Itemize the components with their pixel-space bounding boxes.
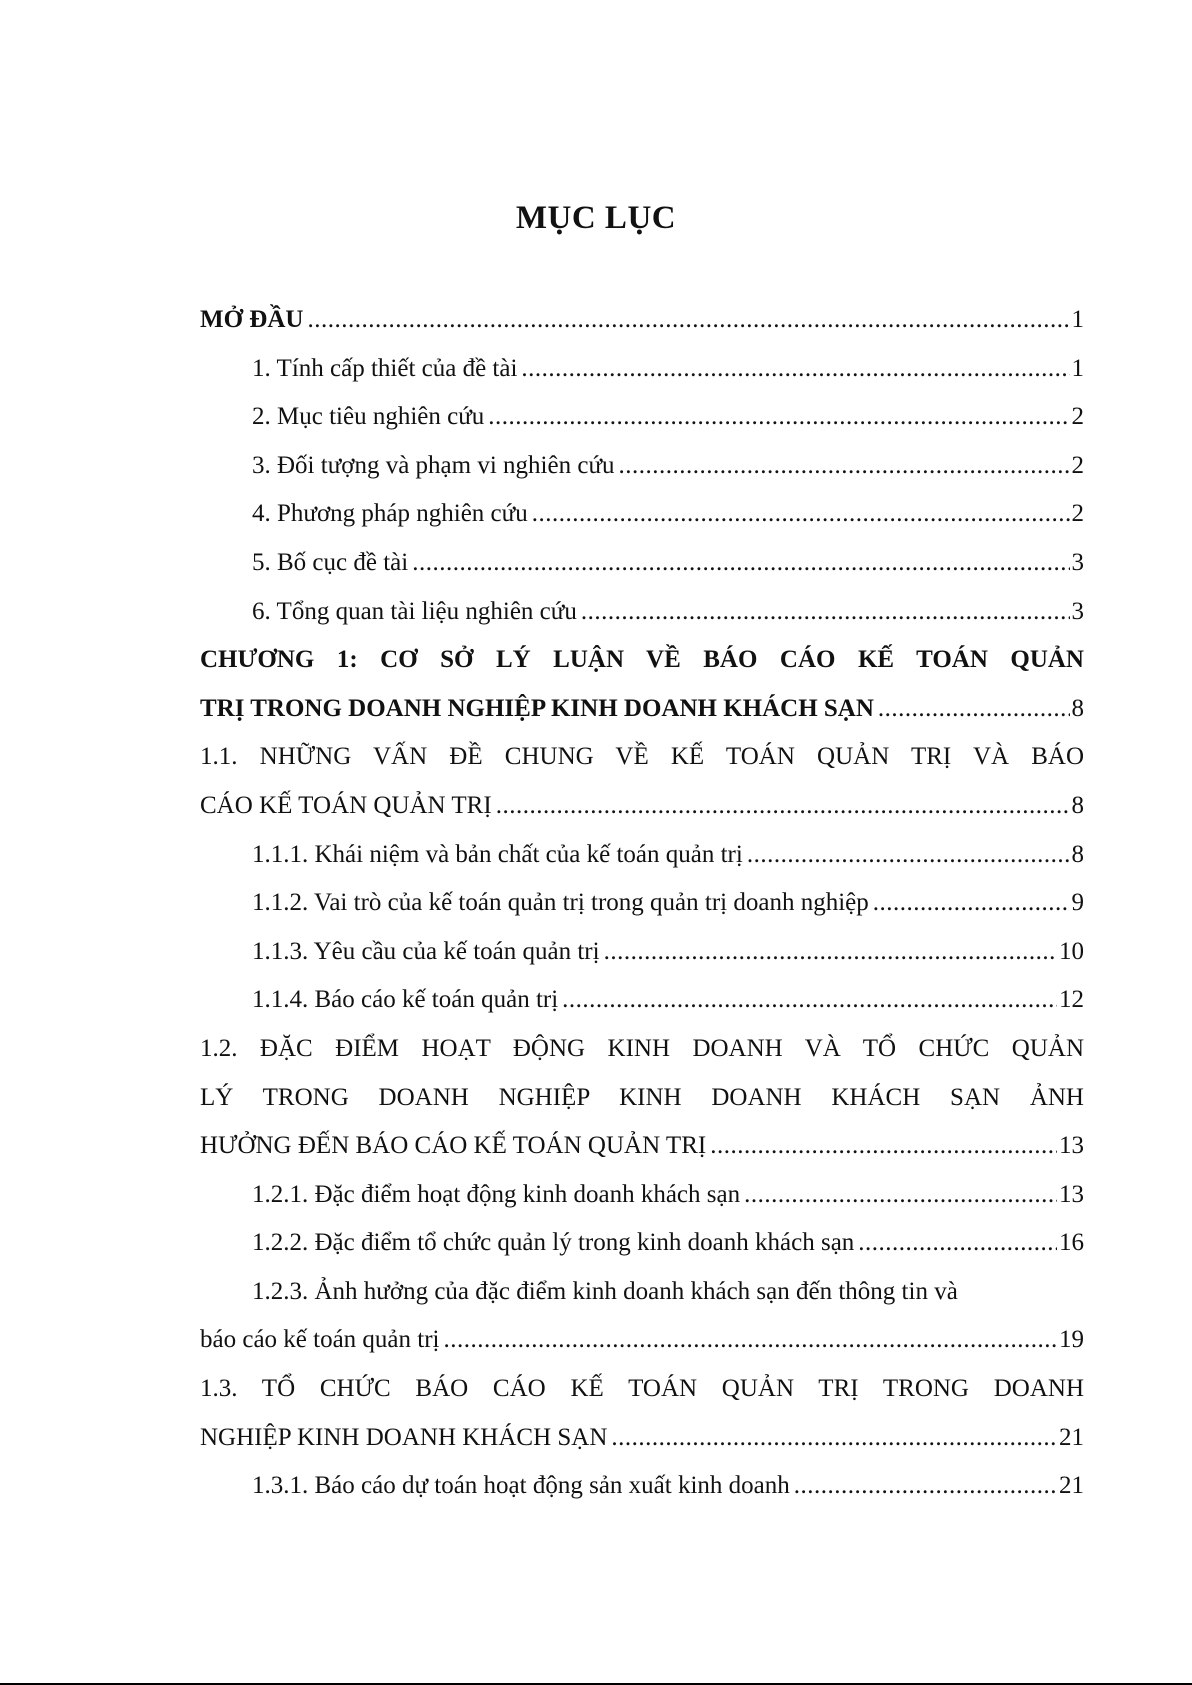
toc-entry-1-1-4[interactable] <box>200 976 1084 1025</box>
toc-entry-chapter-1[interactable] <box>200 636 1084 733</box>
dot-leader <box>744 1171 1057 1220</box>
toc-page-number: 8 <box>1071 840 1084 868</box>
dot-leader <box>604 928 1057 977</box>
toc-entry-title: 2. Mục tiêu nghiên cứu <box>252 403 485 431</box>
toc-entry-title-line: 1.1. NHỮNG VẤN ĐỀ CHUNG VỀ KẾ TOÁN QUẢN TRỊ VÀ BÁO <box>200 743 1084 771</box>
toc-entry-title: 1.2.2. Đặc điểm tổ chức quản lý trong kinh doanh khách sạn <box>252 1229 855 1257</box>
toc-entry-title: HƯỞNG ĐẾN BÁO CÁO KẾ TOÁN QUẢN TRỊ <box>200 1132 707 1160</box>
toc-entry-title: NGHIỆP KINH DOANH KHÁCH SẠN <box>200 1423 608 1451</box>
toc-page-number: 8 <box>1071 694 1084 722</box>
toc-entry-title: 1.1.1. Khái niệm và bản chất của kế toán quản trị <box>252 840 743 868</box>
toc-page-number: 2 <box>1071 500 1084 528</box>
toc-entry-5[interactable] <box>200 539 1084 588</box>
dot-leader <box>444 1316 1058 1365</box>
toc-entry-1-1-1[interactable] <box>200 831 1084 880</box>
dot-leader <box>873 879 1070 928</box>
toc-page-number: 19 <box>1059 1326 1084 1354</box>
dot-leader <box>710 1122 1057 1171</box>
toc-entry-title-line: 1.2. ĐẶC ĐIỂM HOẠT ĐỘNG KINH DOANH VÀ TỔ CHỨC QUẢN <box>200 1034 1084 1062</box>
dot-leader <box>794 1462 1057 1511</box>
toc-entry-title: CÁO KẾ TOÁN QUẢN TRỊ <box>200 791 492 819</box>
toc-entry-2[interactable] <box>200 393 1084 442</box>
toc-entry-title: 3. Đối tượng và phạm vi nghiên cứu <box>252 451 615 479</box>
dot-leader <box>496 782 1070 831</box>
dot-leader <box>412 539 1069 588</box>
toc-entry-6[interactable] <box>200 588 1084 637</box>
toc-page-number: 9 <box>1071 889 1084 917</box>
toc-entry-1[interactable] <box>200 345 1084 394</box>
toc-entry-1-2-2[interactable] <box>200 1219 1084 1268</box>
table-of-contents <box>200 296 1084 1511</box>
toc-entry-1-2-1[interactable] <box>200 1171 1084 1220</box>
dot-leader <box>562 976 1057 1025</box>
dot-leader <box>611 1414 1057 1463</box>
toc-page-number: 3 <box>1071 548 1084 576</box>
toc-entry-title: 1.1.2. Vai trò của kế toán quản trị trong quản trị doanh nghiệp <box>252 889 869 917</box>
page-title: MỤC LỤC <box>515 200 677 236</box>
toc-page-number: 2 <box>1071 451 1084 479</box>
toc-entry-title-line: 1.3. TỔ CHỨC BÁO CÁO KẾ TOÁN QUẢN TRỊ TRONG DOANH <box>200 1375 1084 1403</box>
toc-page-number: 21 <box>1059 1423 1084 1451</box>
toc-entry-title: 6. Tổng quan tài liệu nghiên cứu <box>252 597 577 625</box>
toc-page-number: 1 <box>1071 306 1084 333</box>
toc-entry-4[interactable] <box>200 490 1084 539</box>
toc-entry-title: 5. Bố cục đề tài <box>252 548 409 576</box>
toc-entry-title: 1.2.1. Đặc điểm hoạt động kinh doanh khách sạn <box>252 1180 741 1208</box>
toc-entry-title-line: 1.2.3. Ảnh hưởng của đặc điểm kinh doanh khách sạn đến thông tin và <box>252 1277 958 1305</box>
toc-entry-title: MỞ ĐẦU <box>200 306 304 333</box>
toc-entry-1-1-3[interactable] <box>200 928 1084 977</box>
toc-page-number: 3 <box>1071 597 1084 625</box>
dot-leader <box>488 393 1069 442</box>
toc-entry-3[interactable] <box>200 442 1084 491</box>
toc-entry-title-line: LÝ TRONG DOANH NGHIỆP KINH DOANH KHÁCH SẠN ẢNH <box>200 1083 1084 1111</box>
dot-leader <box>747 831 1070 880</box>
toc-entry-1-3[interactable] <box>200 1365 1084 1462</box>
toc-entry-title: 1.3.1. Báo cáo dự toán hoạt động sản xuất kinh doanh <box>252 1472 790 1500</box>
dot-leader <box>619 442 1070 491</box>
dot-leader <box>581 588 1070 637</box>
toc-entry-title: 1.1.3. Yêu cầu của kế toán quản trị <box>252 937 600 965</box>
toc-page-number: 16 <box>1059 1229 1084 1257</box>
toc-entry-title-line: CHƯƠNG 1: CƠ SỞ LÝ LUẬN VỀ BÁO CÁO KẾ TOÁN QUẢN <box>200 646 1084 674</box>
toc-entry-title: báo cáo kế toán quản trị <box>200 1326 440 1354</box>
toc-entry-title: 4. Phương pháp nghiên cứu <box>252 500 528 528</box>
dot-leader <box>858 1219 1057 1268</box>
toc-entry-title: 1.1.4. Báo cáo kế toán quản trị <box>252 986 559 1014</box>
toc-page-number: 1 <box>1071 354 1084 382</box>
toc-page-number: 10 <box>1059 937 1084 965</box>
toc-page-number: 2 <box>1071 403 1084 431</box>
toc-entry-1-2-3[interactable] <box>200 1268 1084 1365</box>
dot-leader <box>532 490 1070 539</box>
dot-leader <box>878 685 1070 734</box>
toc-entry-1-1-2[interactable] <box>200 879 1084 928</box>
dot-leader <box>307 296 1069 345</box>
toc-entry-1-3-1[interactable] <box>200 1462 1084 1511</box>
toc-page-number: 13 <box>1059 1180 1084 1208</box>
toc-page-number: 12 <box>1059 986 1084 1014</box>
toc-page-number: 8 <box>1071 791 1084 819</box>
toc-entry-1-2[interactable] <box>200 1025 1084 1171</box>
toc-entry-mo-dau[interactable] <box>200 296 1084 345</box>
toc-page-number: 13 <box>1059 1132 1084 1160</box>
toc-entry-title: TRỊ TRONG DOANH NGHIỆP KINH DOANH KHÁCH SẠN <box>200 694 874 722</box>
toc-page-number: 21 <box>1059 1472 1084 1500</box>
toc-entry-title: 1. Tính cấp thiết của đề tài <box>252 354 518 382</box>
toc-entry-1-1[interactable] <box>200 733 1084 830</box>
dot-leader <box>521 345 1069 394</box>
